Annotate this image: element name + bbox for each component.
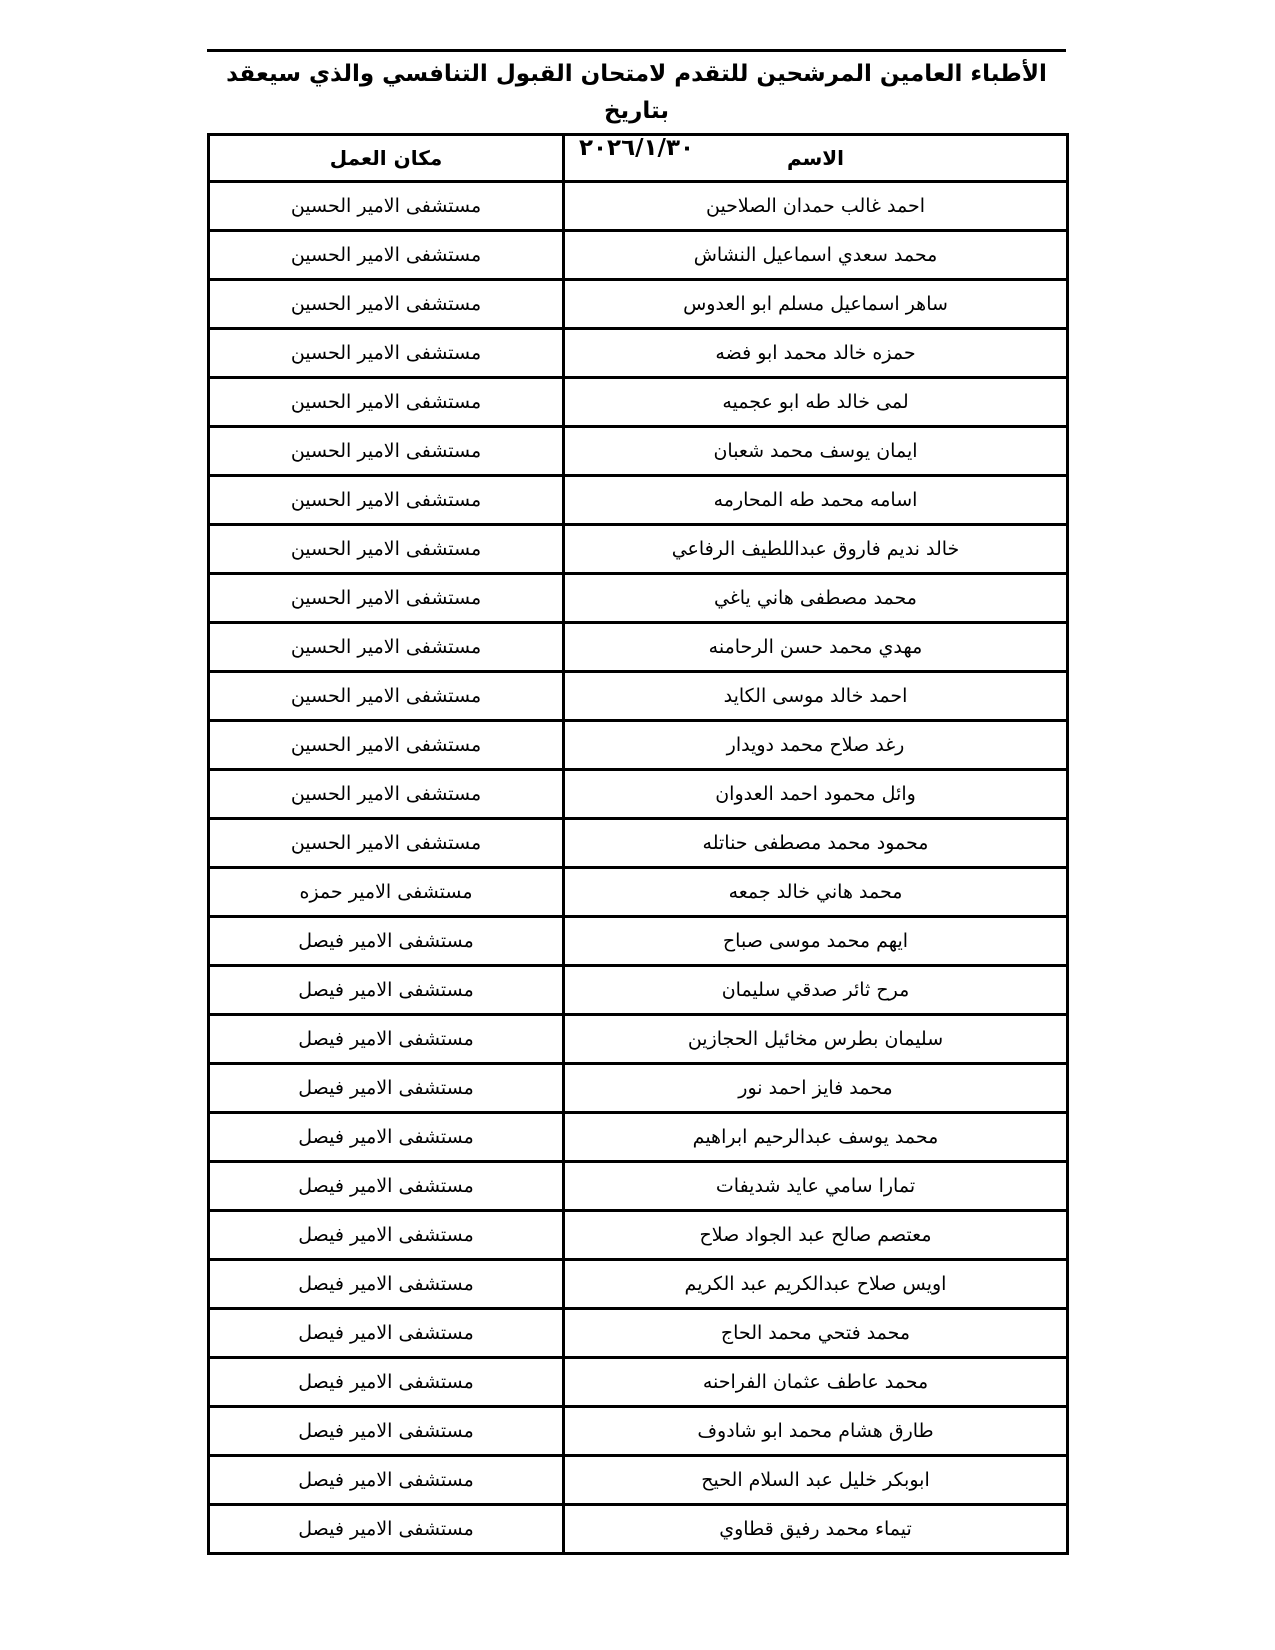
physician-name-cell: وائل محمود احمد العدوان: [564, 770, 1068, 819]
table-row: [209, 868, 1068, 917]
table-row: [209, 329, 1068, 378]
workplace-cell: مستشفى الامير فيصل: [209, 1358, 564, 1407]
document-title-date: ٢٠٢٦/١/٣٠: [578, 135, 695, 161]
table-row: [209, 574, 1068, 623]
physician-name-cell: خالد نديم فاروق عبداللطيف الرفاعي: [564, 525, 1068, 574]
physician-name-cell: طارق هشام محمد ابو شادوف: [564, 1407, 1068, 1456]
physician-name-cell: تمارا سامي عايد شديفات: [564, 1162, 1068, 1211]
physician-name-cell: محمود محمد مصطفى حناتله: [564, 819, 1068, 868]
physician-name-cell: اويس صلاح عبدالكريم عبد الكريم: [564, 1260, 1068, 1309]
physician-name-cell: احمد غالب حمدان الصلاحين: [564, 182, 1068, 231]
workplace-cell: مستشفى الامير حمزه: [209, 868, 564, 917]
workplace-cell: مستشفى الامير الحسين: [209, 623, 564, 672]
table-row: [209, 623, 1068, 672]
workplace-cell: مستشفى الامير الحسين: [209, 427, 564, 476]
physician-name-cell: ايمان يوسف محمد شعبان: [564, 427, 1068, 476]
name-column-header: الاسم: [564, 135, 1068, 182]
table-body: [209, 182, 1068, 1554]
workplace-cell: مستشفى الامير الحسين: [209, 574, 564, 623]
table-row: [209, 1358, 1068, 1407]
workplace-cell: مستشفى الامير الحسين: [209, 378, 564, 427]
workplace-cell: مستشفى الامير الحسين: [209, 721, 564, 770]
workplace-cell: مستشفى الامير الحسين: [209, 525, 564, 574]
workplace-cell: مستشفى الامير الحسين: [209, 280, 564, 329]
workplace-cell: مستشفى الامير الحسين: [209, 476, 564, 525]
workplace-cell: مستشفى الامير الحسين: [209, 182, 564, 231]
table-row: [209, 1113, 1068, 1162]
table-row: [209, 182, 1068, 231]
physician-name-cell: احمد خالد موسى الكايد: [564, 672, 1068, 721]
workplace-cell: مستشفى الامير فيصل: [209, 1260, 564, 1309]
physician-name-cell: لمى خالد طه ابو عجميه: [564, 378, 1068, 427]
physician-name-cell: محمد سعدي اسماعيل النشاش: [564, 231, 1068, 280]
workplace-cell: مستشفى الامير فيصل: [209, 1113, 564, 1162]
workplace-cell: مستشفى الامير فيصل: [209, 1505, 564, 1554]
physician-name-cell: ايهم محمد موسى صباح: [564, 917, 1068, 966]
physician-name-cell: ابوبكر خليل عبد السلام الحيح: [564, 1456, 1068, 1505]
table-row: [209, 1309, 1068, 1358]
physician-name-cell: محمد فتحي محمد الحاج: [564, 1309, 1068, 1358]
table-row: [209, 1064, 1068, 1113]
workplace-cell: مستشفى الامير فيصل: [209, 1456, 564, 1505]
workplace-cell: مستشفى الامير الحسين: [209, 231, 564, 280]
physician-name-cell: معتصم صالح عبد الجواد صلاح: [564, 1211, 1068, 1260]
table-row: [209, 378, 1068, 427]
table-row: [209, 917, 1068, 966]
physician-name-cell: مهدي محمد حسن الرحامنه: [564, 623, 1068, 672]
table-row: [209, 1260, 1068, 1309]
table-row: [209, 1162, 1068, 1211]
physician-name-cell: مرح ثائر صدقي سليمان: [564, 966, 1068, 1015]
physicians-table: [207, 133, 1069, 1555]
workplace-cell: مستشفى الامير الحسين: [209, 329, 564, 378]
table-row: [209, 231, 1068, 280]
workplace-cell: مستشفى الامير فيصل: [209, 1211, 564, 1260]
table-row: [209, 476, 1068, 525]
table-row: [209, 966, 1068, 1015]
workplace-cell: مستشفى الامير فيصل: [209, 917, 564, 966]
table-row: [209, 1505, 1068, 1554]
physician-name-cell: حمزه خالد محمد ابو فضه: [564, 329, 1068, 378]
workplace-cell: مستشفى الامير فيصل: [209, 1309, 564, 1358]
physician-name-cell: محمد فايز احمد نور: [564, 1064, 1068, 1113]
table-header-row: [209, 135, 1068, 182]
workplace-cell: مستشفى الامير الحسين: [209, 770, 564, 819]
table-row: [209, 1456, 1068, 1505]
table-row: [209, 1211, 1068, 1260]
table-row: [209, 1407, 1068, 1456]
table-row: [209, 427, 1068, 476]
physician-name-cell: محمد هاني خالد جمعه: [564, 868, 1068, 917]
physician-name-cell: محمد مصطفى هاني ياغي: [564, 574, 1068, 623]
workplace-cell: مستشفى الامير فيصل: [209, 1162, 564, 1211]
workplace-cell: مستشفى الامير فيصل: [209, 1407, 564, 1456]
table-row: [209, 770, 1068, 819]
title-top-rule: [207, 49, 1066, 52]
table-row: [209, 672, 1068, 721]
physician-name-cell: اسامه محمد طه المحارمه: [564, 476, 1068, 525]
physician-name-cell: محمد يوسف عبدالرحيم ابراهيم: [564, 1113, 1068, 1162]
workplace-cell: مستشفى الامير الحسين: [209, 672, 564, 721]
table-header: [209, 135, 1068, 182]
workplace-cell: مستشفى الامير فيصل: [209, 966, 564, 1015]
physician-name-cell: ساهر اسماعيل مسلم ابو العدوس: [564, 280, 1068, 329]
physician-name-cell: محمد عاطف عثمان الفراحنه: [564, 1358, 1068, 1407]
workplace-column-header: مكان العمل: [209, 135, 564, 182]
workplace-cell: مستشفى الامير الحسين: [209, 819, 564, 868]
document-title-line1: الأطباء العامين المرشحين للتقدم لامتحان القبول التنافسي والذي سيعقد بتاريخ: [226, 61, 1047, 124]
table-row: [209, 721, 1068, 770]
table-row: [209, 1015, 1068, 1064]
workplace-cell: مستشفى الامير فيصل: [209, 1064, 564, 1113]
physician-name-cell: رغد صلاح محمد دويدار: [564, 721, 1068, 770]
table-row: [209, 280, 1068, 329]
physician-name-cell: تيماء محمد رفيق قطاوي: [564, 1505, 1068, 1554]
table-row: [209, 819, 1068, 868]
table-row: [209, 525, 1068, 574]
workplace-cell: مستشفى الامير فيصل: [209, 1015, 564, 1064]
physician-name-cell: سليمان بطرس مخائيل الحجازين: [564, 1015, 1068, 1064]
